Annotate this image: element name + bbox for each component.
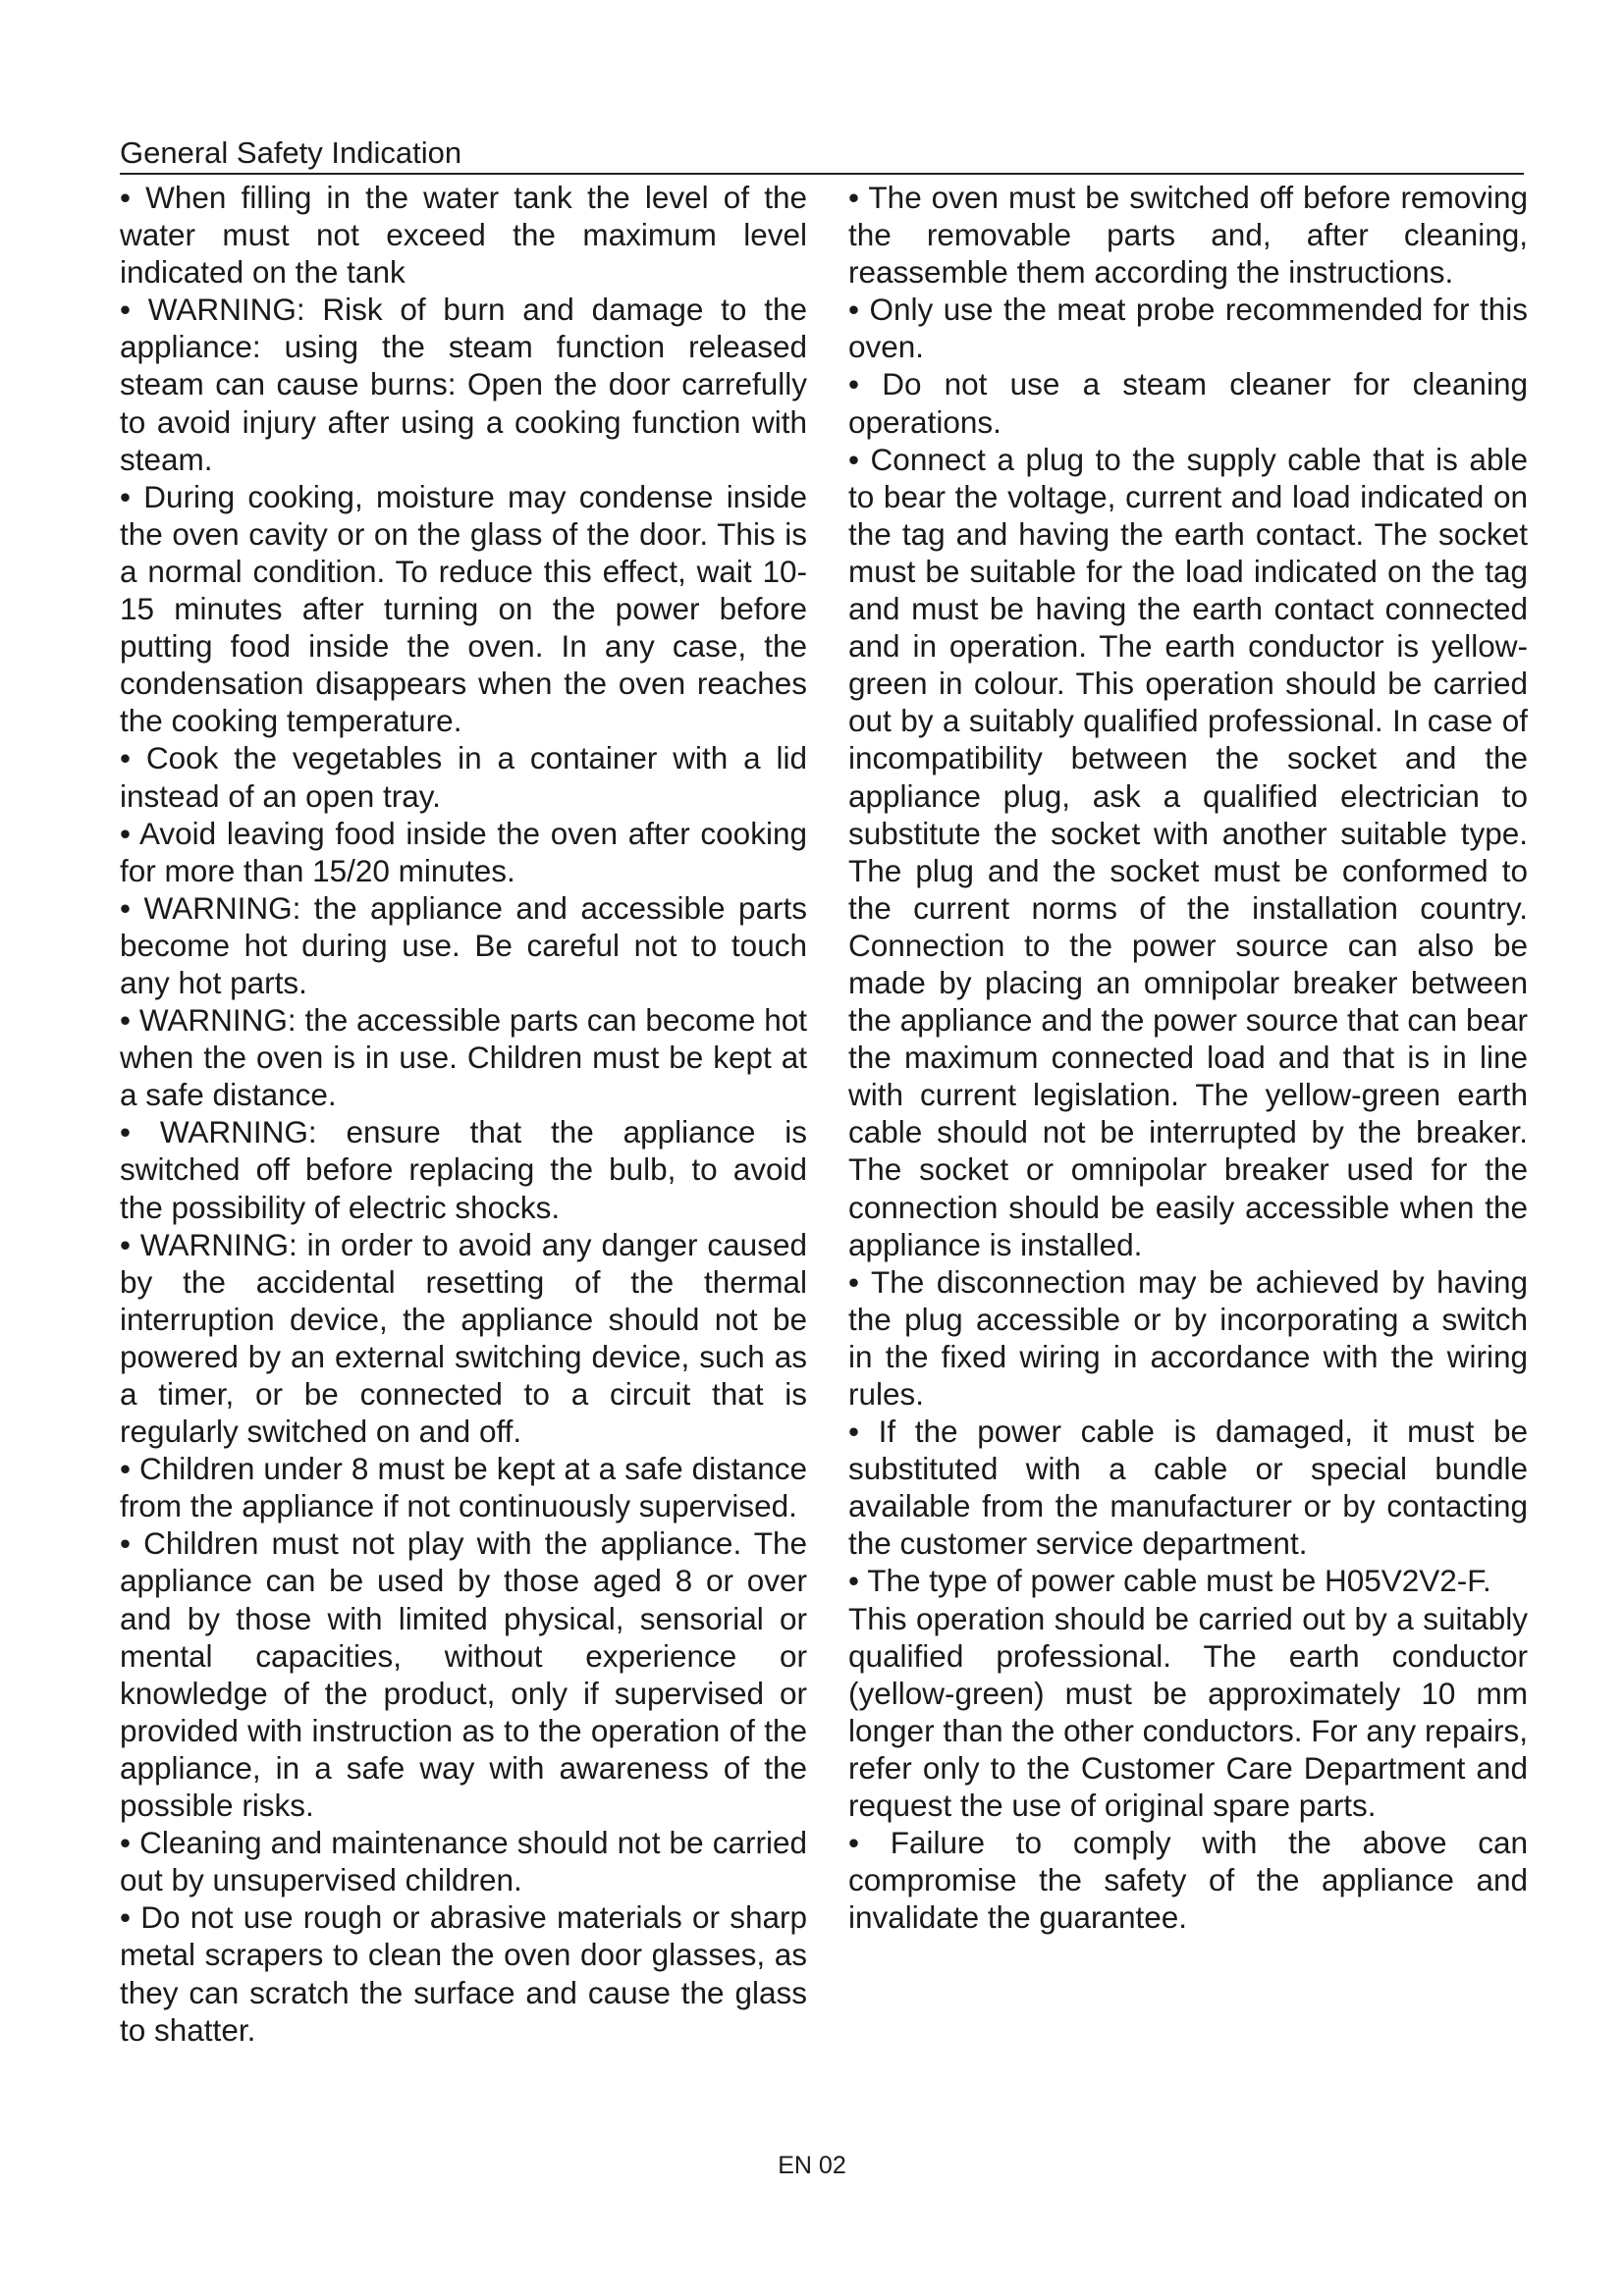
section-header [120,133,1524,175]
safety-item: • Connect a plug to the supply cable that is able to bear the voltage, current and load indicated on the tag and having the earth contact. The socket must be suitable for the load indicated on the tag and must be having the earth contact connected and in operation. The earth conductor is yellow-green in colour. This operation should be carried out by a suitably qualified professional. In case of incompatibility between the socket and the appliance plug, ask a qualified electrician to substitute the socket with another suitable type. The plug and the socket must be conformed to the current norms of the installation country. Connection to the power source can also be made by placing an omnipolar breaker between the appliance and the power source that can bear the maximum connected load and that is in line with current legislation. The yellow-green earth cable should not be interrupted by the breaker. The socket or omnipolar breaker used for the connection should be easily accessible when the appliance is installed. [848,441,1528,1262]
safety-item: • Children under 8 must be kept at a safe distance from the appliance if not continuously supervised. [120,1451,807,1524]
safety-item: • Cook the vegetables in a container with a lid instead of an open tray. [120,740,807,814]
safety-item: • Do not use rough or abrasive materials or sharp metal scrapers to clean the oven door glasses, as they can scratch the surface and cause the glass to shatter. [120,1899,807,2048]
safety-item: • During cooking, moisture may condense inside the oven cavity or on the glass of the door. This is a normal condition. To reduce this effect, wait 10-15 minutes after turning on the power before putting food inside the oven. In any case, the condensation disappears when the oven reaches the cooking temperature. [120,478,807,739]
safety-item: • Only use the meat probe recommended for this oven. [848,292,1528,365]
safety-item: This operation should be carried out by a suitably qualified professional. The earth conductor (yellow-green) must be approximately 10 mm longer than the other conductors. For any repairs, refer only to the Customer Care Department and request the use of original spare parts. [848,1600,1528,1824]
safety-item: • The oven must be switched off before removing the removable parts and, after cleaning, reassemble them according the instructions. [848,180,1528,291]
safety-item: • When filling in the water tank the level of the water must not exceed the maximum level indicated on the tank [120,180,807,291]
safety-item: • WARNING: Risk of burn and damage to the appliance: using the steam function released steam can cause burns: Open the door carrefully to avoid injury after using a cooking function with steam. [120,292,807,477]
safety-item: • WARNING: the appliance and accessible parts become hot during use. Be careful not to touch any hot parts. [120,889,807,1000]
safety-item: • Do not use a steam cleaner for cleaning operations. [848,366,1528,440]
safety-item: • The type of power cable must be H05V2V2-F. [848,1563,1491,1599]
safety-item: • Children must not play with the appliance. The appliance can be used by those aged 8 or over and by those with limited physical, sensorial or mental capacities, without experience or knowledge of the product, only if supervised or provided with instruction as to the operation of the appliance, in a safe way with awareness of the possible risks. [120,1525,807,1824]
safety-item: • Cleaning and maintenance should not be carried out by unsupervised children. [120,1825,807,1898]
safety-item: • Avoid leaving food inside the oven after cooking for more than 15/20 minutes. [120,815,807,888]
safety-item: • If the power cable is damaged, it must be substituted with a cable or special bundle available from the manufacturer or by contacting the customer service department. [848,1414,1528,1562]
safety-item: • WARNING: the accessible parts can become hot when the oven is in use. Children must be kept at a safe distance. [120,1002,807,1113]
safety-item: • The disconnection may be achieved by having the plug accessible or by incorporating a switch in the fixed wiring in accordance with the wiring rules. [848,1263,1528,1412]
right-column [848,179,1528,1936]
safety-item: • Failure to comply with the above can compromise the safety of the appliance and invalidate the guarantee. [848,1825,1528,1936]
page-title: General Safety Indication [120,135,462,170]
page-number: EN 02 [778,2152,846,2179]
left-column [120,179,807,2049]
safety-item: • WARNING: in order to avoid any danger caused by the accidental resetting of the thermal interruption device, the appliance should not be powered by an external switching device, such as a timer, or be connected to a circuit that is regularly switched on and off. [120,1226,807,1450]
safety-item: • WARNING: ensure that the appliance is switched off before replacing the bulb, to avoid the possibility of electric shocks. [120,1114,807,1225]
